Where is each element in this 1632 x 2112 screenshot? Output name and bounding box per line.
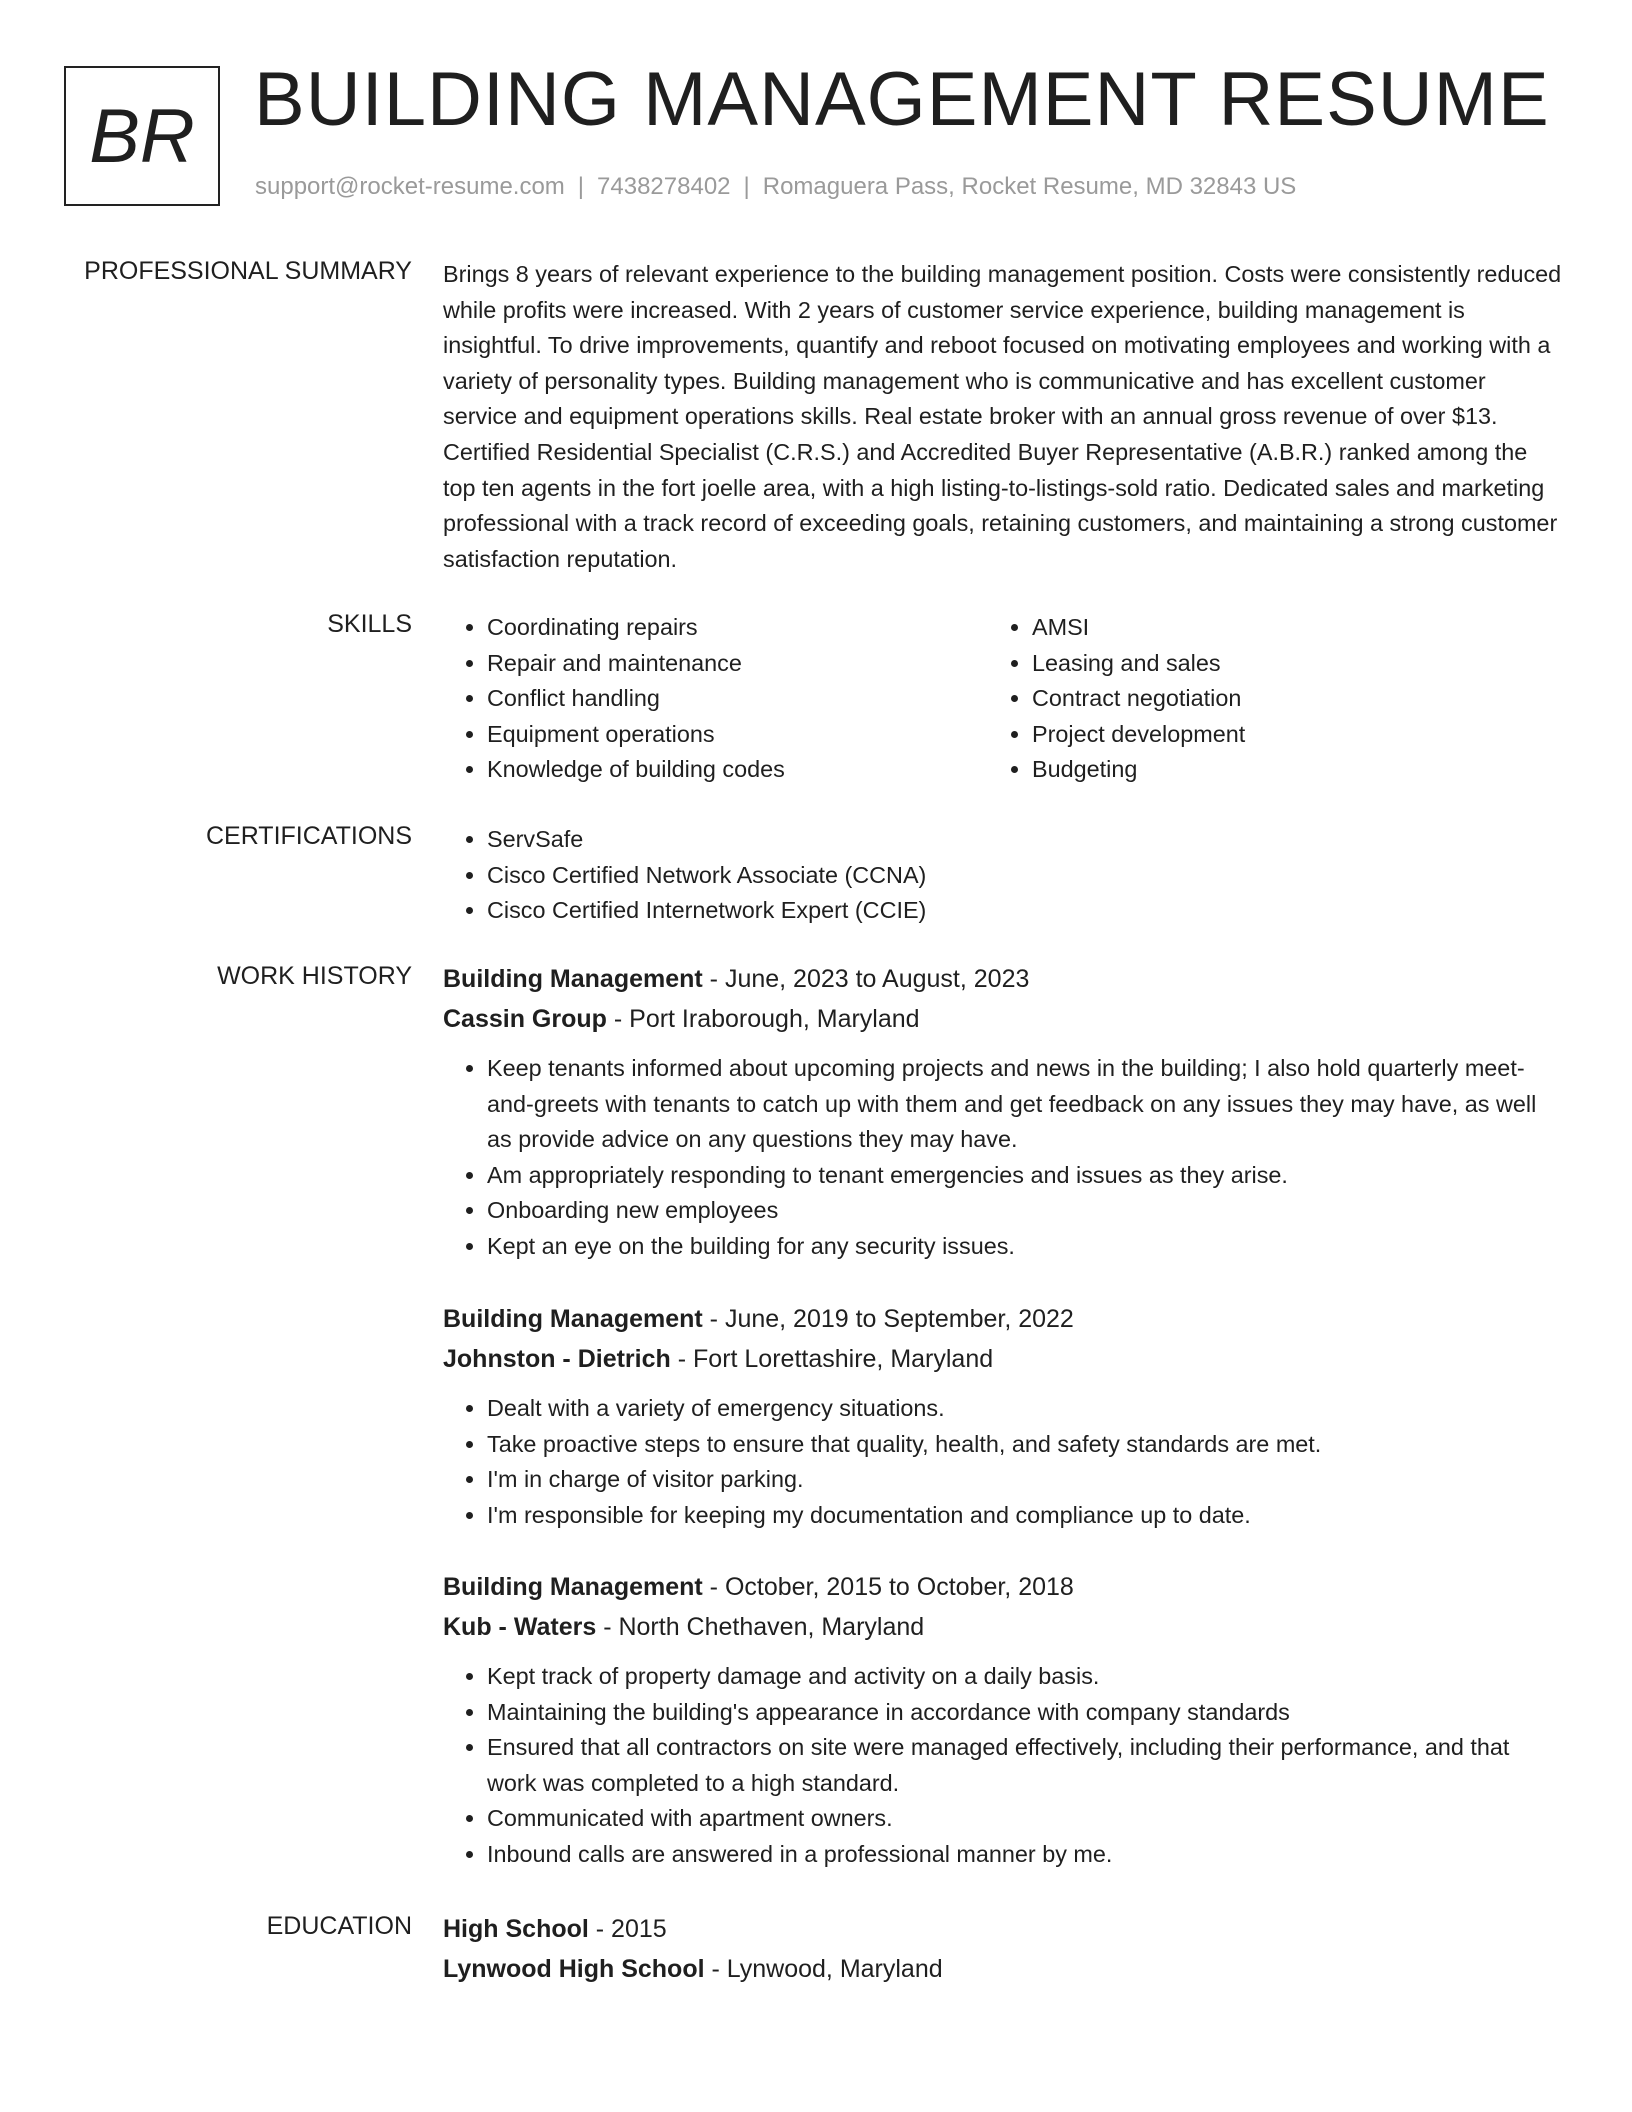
skill-item: • Leasing and sales	[1032, 646, 1533, 682]
summary-text: Brings 8 years of relevant experience to the building management position. Costs were consistently reduced while profits were increased. With 2 years of customer service experience, building management is insightful. To drive improvements, quantify and reboot focused on motivating employees and working with a variety of personality types. Building management who is communicative and has excellent customer service and equipment operations skills. Real estate broker with an annual gross revenue of over $13. Certified Residential Specialist (C.R.S.) and Accredited Buyer Representative (A.B.R.) ranked among the top ten agents in the fort joelle area, with a high listing-to-listings-sold ratio. Dedicated sales and marketing professional with a track record of exceeding goals, retaining customers, and maintaining a strong customer satisfaction reputation.	[443, 261, 1562, 572]
job-duty: • Inbound calls are answered in a professional manner by me.	[487, 1837, 1563, 1873]
job-title-line	[443, 1567, 1563, 1607]
skills-columns	[443, 610, 1563, 788]
education-year: - 2015	[588, 1915, 667, 1943]
contact-phone: 7438278402	[597, 173, 731, 200]
skill-item: • Conflict handling	[487, 681, 988, 717]
skills-column-right	[988, 610, 1533, 788]
education-degree-line	[443, 1909, 1563, 1949]
job-title: Building Management	[443, 965, 703, 993]
job-company-line	[443, 1607, 1563, 1647]
job-duty: • Am appropriately responding to tenant emergencies and issues as they arise.	[487, 1158, 1563, 1194]
certifications-list	[443, 822, 1563, 929]
monogram-initials: BR	[89, 93, 195, 179]
job-block	[443, 1567, 1563, 1873]
job-location: - Port Iraborough, Maryland	[606, 1005, 920, 1033]
job-duty: • I'm in charge of visitor parking.	[487, 1462, 1563, 1498]
job-company-line	[443, 1339, 1563, 1379]
skill-item: • AMSI	[1032, 610, 1533, 646]
job-duty: • Ensured that all contractors on site were managed effectively, including their performance, and that work was completed to a high standard.	[487, 1730, 1563, 1801]
job-duty: • I'm responsible for keeping my documentation and compliance up to date.	[487, 1498, 1563, 1534]
section-label-summary: PROFESSIONAL SUMMARY	[84, 257, 412, 285]
job-title: Building Management	[443, 1305, 703, 1333]
job-duty: • Kept track of property damage and activity on a daily basis.	[487, 1659, 1563, 1695]
skill-item: • Repair and maintenance	[487, 646, 988, 682]
contact-separator: |	[743, 173, 750, 200]
contact-email: support@rocket-resume.com	[255, 173, 565, 200]
skill-item: • Budgeting	[1032, 752, 1533, 788]
job-duty: • Keep tenants informed about upcoming projects and news in the building; I also hold quarterly meet-and-greets with tenants to catch up with them and get feedback on any issues they may have, as well as provide advice on any questions they may have.	[487, 1051, 1563, 1158]
job-block	[443, 1299, 1563, 1533]
job-title-line	[443, 1299, 1563, 1339]
section-label-education: EDUCATION	[266, 1912, 412, 1940]
certification-item: • Cisco Certified Internetwork Expert (CCIE)	[487, 893, 1563, 929]
job-dates: - June, 2023 to August, 2023	[702, 965, 1030, 993]
section-label-skills: SKILLS	[327, 610, 412, 638]
skill-item: • Equipment operations	[487, 717, 988, 753]
certification-item: • Cisco Certified Network Associate (CCNA)	[487, 858, 1563, 894]
education-school-line	[443, 1949, 1563, 1989]
job-dates: - October, 2015 to October, 2018	[702, 1573, 1074, 1601]
job-duties-list	[443, 1051, 1563, 1265]
job-duty: • Onboarding new employees	[487, 1193, 1563, 1229]
contact-separator: |	[577, 173, 585, 200]
job-title-line	[443, 959, 1563, 999]
resume-title: BUILDING MANAGEMENT RESUME	[254, 57, 1550, 142]
section-label-certifications: CERTIFICATIONS	[205, 822, 412, 850]
skills-column-left	[443, 610, 988, 788]
job-company: Cassin Group	[443, 1005, 607, 1033]
monogram-badge	[64, 66, 220, 206]
summary-body	[443, 257, 1563, 577]
job-duty: • Kept an eye on the building for any security issues.	[487, 1229, 1563, 1265]
skills-list-right	[988, 610, 1533, 788]
certifications-body	[443, 822, 1563, 929]
section-label-work-history: WORK HISTORY	[217, 962, 412, 990]
job-company: Johnston - Dietrich	[443, 1345, 671, 1373]
skill-item: • Knowledge of building codes	[487, 752, 988, 788]
job-duty: • Communicated with apartment owners.	[487, 1801, 1563, 1837]
job-duty: • Maintaining the building's appearance in accordance with company standards	[487, 1695, 1563, 1731]
job-location: - Fort Lorettashire, Maryland	[670, 1345, 994, 1373]
job-duties-list	[443, 1391, 1563, 1533]
job-duty: • Take proactive steps to ensure that quality, health, and safety standards are met.	[487, 1427, 1563, 1463]
skill-item: • Project development	[1032, 717, 1533, 753]
skill-item: • Contract negotiation	[1032, 681, 1533, 717]
job-block	[443, 959, 1563, 1265]
skills-list-left	[443, 610, 988, 788]
job-company-line	[443, 999, 1563, 1039]
job-duty: • Dealt with a variety of emergency situations.	[487, 1391, 1563, 1427]
certification-item: • ServSafe	[487, 822, 1563, 858]
job-company: Kub - Waters	[443, 1613, 597, 1641]
education-school: Lynwood High School	[443, 1955, 705, 1983]
contact-address: Romaguera Pass, Rocket Resume, MD 32843 US	[762, 173, 1297, 200]
job-dates: - June, 2019 to September, 2022	[702, 1305, 1074, 1333]
education-body	[443, 1909, 1563, 1989]
job-title: Building Management	[443, 1573, 703, 1601]
skill-item: • Coordinating repairs	[487, 610, 988, 646]
education-degree: High School	[443, 1915, 589, 1943]
contact-line	[255, 173, 1296, 201]
education-location: - Lynwood, Maryland	[704, 1955, 943, 1983]
job-duties-list	[443, 1659, 1563, 1873]
job-location: - North Chethaven, Maryland	[596, 1613, 925, 1641]
